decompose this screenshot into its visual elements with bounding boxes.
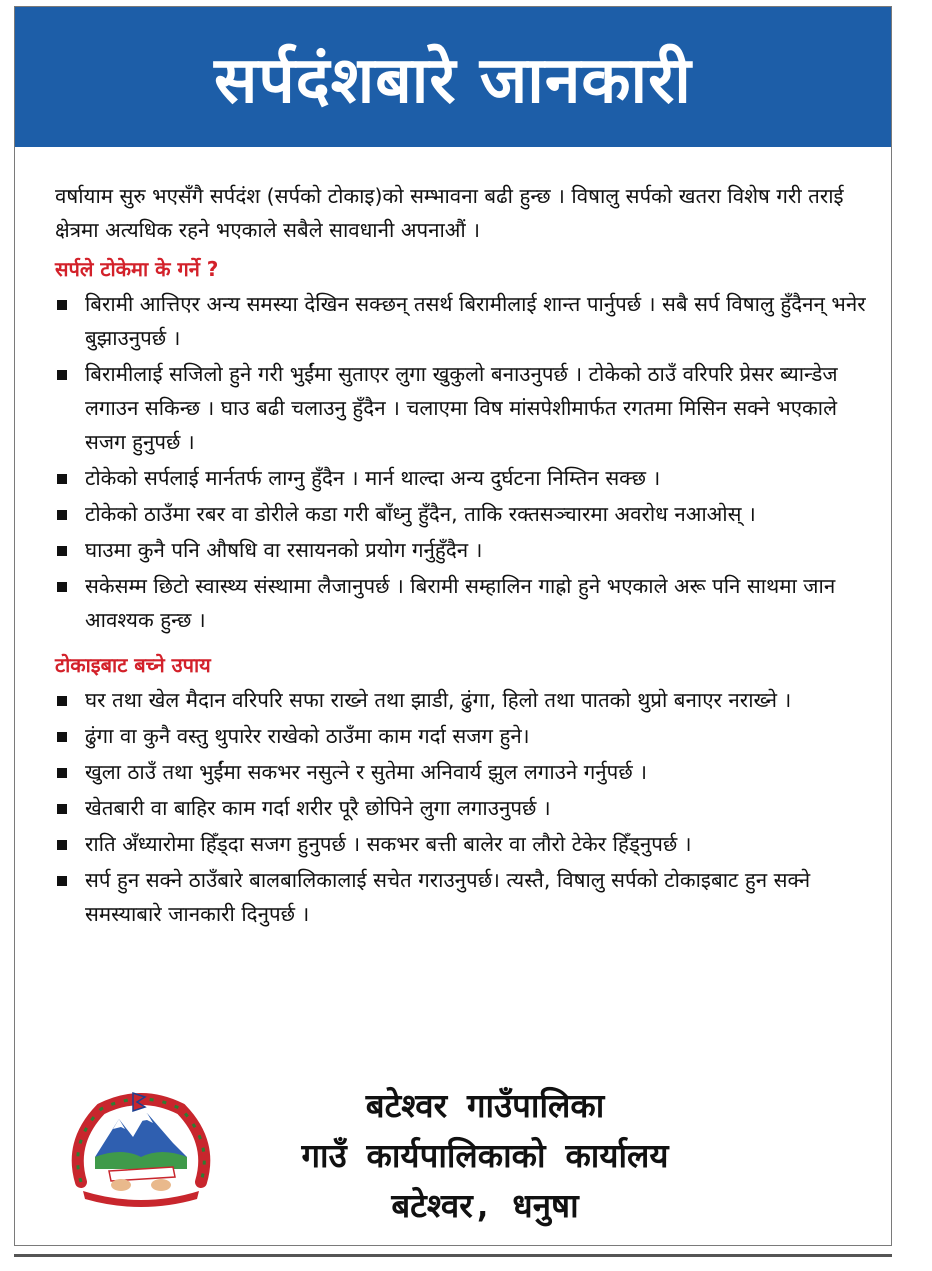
bullet-icon xyxy=(57,300,67,310)
issuer-location: बटेश्वर, धनुषा xyxy=(391,1186,579,1225)
nepal-government-emblem-icon xyxy=(61,1087,221,1207)
bullet-icon xyxy=(57,804,67,814)
list-item: बिरामीलाई सजिलो हुने गरी भुईंमा सुताएर लुगा खुकुलो बनाउनुपर्छ । टोकेको ठाउँ वरिपरि प्रेसर ब्यान्डेज लगाउन सकिन्छ । घाउ बढी चलाउनु हुँदैन । चलाएमा विष मांसपेशीमार्फत रगतमा मिसिन सक्ने भएकाले सजग हुनुपर्छ । xyxy=(55,357,870,459)
bullet-icon xyxy=(57,546,67,556)
title-banner xyxy=(15,7,891,147)
bullet-icon xyxy=(57,768,67,778)
list-item: टोकेको सर्पलाई मार्नतर्फ लाग्नु हुँदैन । मार्न थाल्दा अन्य दुर्घटना निम्तिन सक्छ । xyxy=(55,461,870,495)
list-item: खेतबारी वा बाहिर काम गर्दा शरीर पूरै छोपिने लुगा लगाउनुपर्छ । xyxy=(55,791,870,825)
bullet-icon xyxy=(57,370,67,380)
bottom-divider xyxy=(14,1254,892,1257)
first-aid-list xyxy=(55,287,870,637)
notice-content xyxy=(55,179,870,933)
list-item: सर्प हुन सक्ने ठाउँबारे बालबालिकालाई सचेत गराउनुपर्छ। त्यस्तै, विषालु सर्पको टोकाइबाट हुन सक्ने समस्याबारे जानकारी दिनुपर्छ । xyxy=(55,863,870,931)
list-item: घर तथा खेल मैदान वरिपरि सफा राख्ने तथा झाडी, ढुंगा, हिलो तथा पातको थुप्रो बनाएर नराख्ने । xyxy=(55,683,870,717)
list-item: बिरामी आत्तिएर अन्य समस्या देखिन सक्छन् तसर्थ बिरामीलाई शान्त पार्नुपर्छ । सबै सर्प विषालु हुँदैनन् भनेर बुझाउनुपर्छ । xyxy=(55,287,870,355)
bullet-icon xyxy=(57,696,67,706)
list-item: टोकेको ठाउँमा रबर वा डोरीले कडा गरी बाँध्नु हुँदैन, ताकि रक्तसञ्चारमा अवरोध नआओस् । xyxy=(55,497,870,531)
issuer-office: गाउँ कार्यपालिकाको कार्यालय xyxy=(301,1136,669,1175)
notice-frame xyxy=(14,6,892,1246)
bullet-icon xyxy=(57,840,67,850)
section-heading-first-aid: सर्पले टोकेमा के गर्ने ? xyxy=(55,257,219,281)
bullet-icon xyxy=(57,582,67,592)
list-item: घाउमा कुनै पनि औषधि वा रसायनको प्रयोग गर्नुहुँदैन । xyxy=(55,533,870,567)
prevention-list xyxy=(55,683,870,931)
page-title: सर्पदंशबारे जानकारी xyxy=(214,43,692,118)
list-item: ढुंगा वा कुनै वस्तु थुपारेर राखेको ठाउँमा काम गर्दा सजग हुने। xyxy=(55,719,870,753)
bullet-icon xyxy=(57,510,67,520)
list-item: सकेसम्म छिटो स्वास्थ्य संस्थामा लैजानुपर्छ । बिरामी सम्हालिन गाह्रो हुने भएकाले अरू पनि साथमा जान आवश्यक हुन्छ । xyxy=(55,569,870,637)
section-heading-prevention: टोकाइबाट बच्ने उपाय xyxy=(55,653,211,677)
list-item: राति अँध्यारोमा हिँड्दा सजग हुनुपर्छ । सकभर बत्ती बालेर वा लौरो टेकेर हिँड्नुपर्छ । xyxy=(55,827,870,861)
issuer-municipality: बटेश्वर गाउँपालिका xyxy=(365,1086,605,1125)
issuer-block xyxy=(215,1081,755,1231)
list-item: खुला ठाउँ तथा भुईंमा सकभर नसुत्ने र सुतेमा अनिवार्य झुल लगाउने गर्नुपर्छ । xyxy=(55,755,870,789)
bullet-icon xyxy=(57,732,67,742)
bullet-icon xyxy=(57,876,67,886)
intro-paragraph: वर्षायाम सुरु भएसँगै सर्पदंश (सर्पको टोकाइ)को सम्भावना बढी हुन्छ । विषालु सर्पको खतरा विशेष गरी तराई क्षेत्रमा अत्यधिक रहने भएकाले सबैले सावधानी अपनाऔं । xyxy=(55,184,844,242)
bullet-icon xyxy=(57,474,67,484)
